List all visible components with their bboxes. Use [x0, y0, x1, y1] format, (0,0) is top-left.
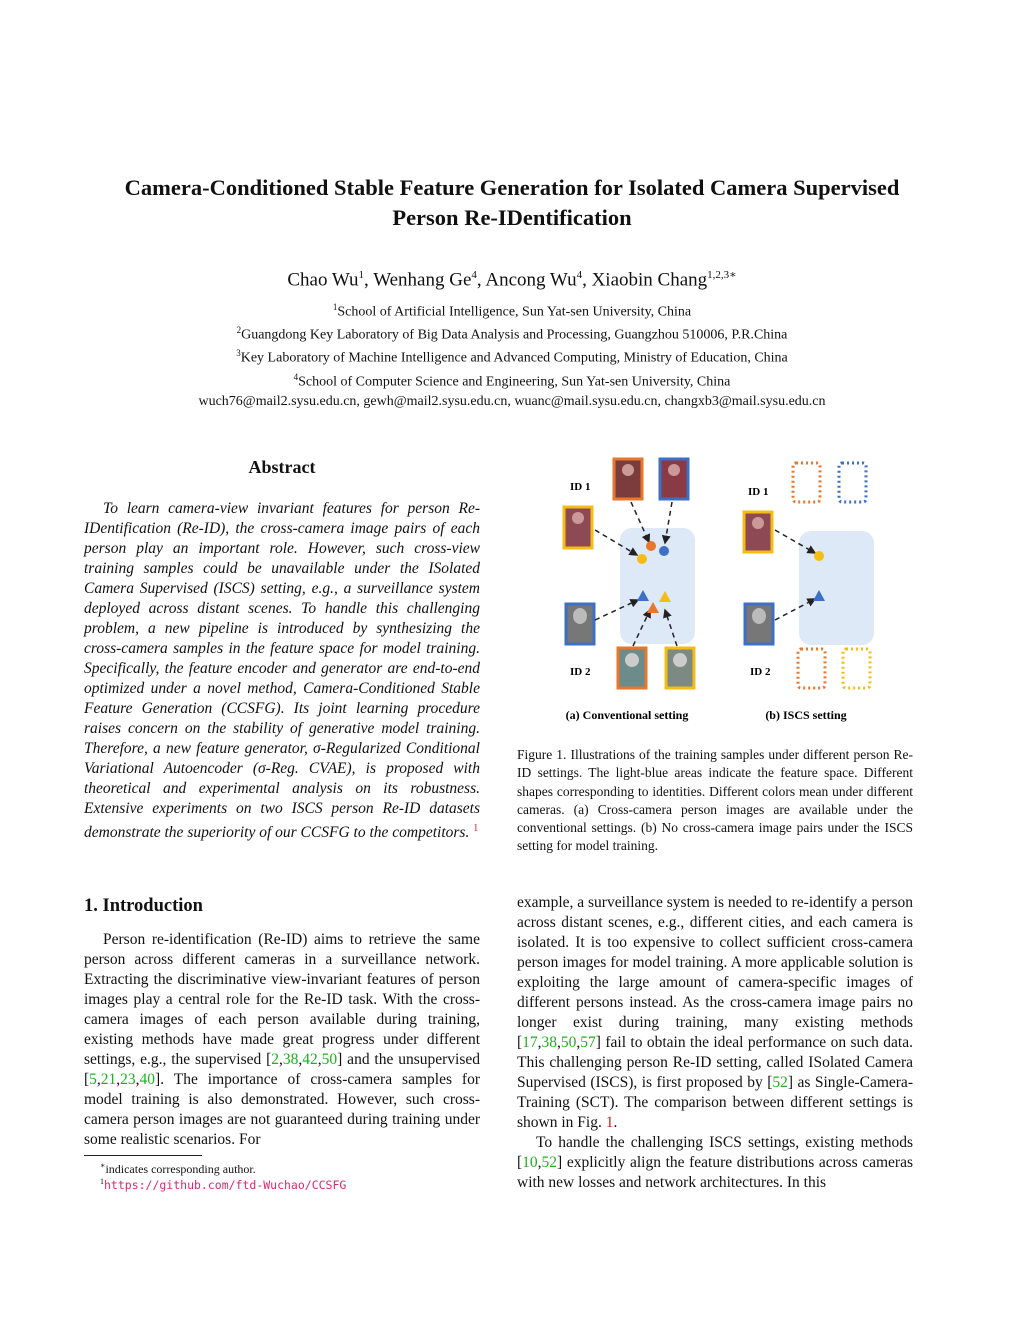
intro-text: ] fail to obtain the ideal performance on such data. This challenging person Re-ID setting, called ISolated Camera Supervised (ISCS), is first proposed by [ [517, 1034, 913, 1091]
label-id2-a: ID 2 [570, 666, 591, 678]
repository-link[interactable]: https://github.com/ftd-Wuchao/CCSFG [104, 1178, 347, 1192]
author-list: Chao Wu$^1$, Wenhang Ge$^4$, Ancong Wu$^4$, Xiaobin Chang$^{1,2,3∗}$ [287, 269, 737, 291]
person-thumbnail [660, 459, 688, 499]
person-thumbnail [564, 507, 592, 548]
citation-link[interactable]: 52 [541, 1154, 558, 1171]
author-sup: 4 [576, 269, 583, 281]
figure-caption: Figure 1. Illustrations of the training samples under different person Re-ID settings. The light-blue areas indicate the feature space. Different shapes corresponding to identities. Different colors mean under different cameras. (a) Cross-camera person images are available under the conventional settings. (b) No cross-camera image pairs under the ISCS setting for model training. [517, 747, 913, 854]
figure-1 [517, 450, 913, 730]
feature-space-a [620, 528, 695, 644]
intro-text: . [613, 1114, 618, 1131]
feature-point [646, 541, 656, 551]
citation-link[interactable]: 50 [321, 1051, 338, 1068]
figure-ref-link[interactable]: 1 [605, 1114, 614, 1131]
feature-space-b [799, 531, 874, 645]
subcaption-b: (b) ISCS setting [765, 708, 847, 722]
author-sup: 1,2,3∗ [707, 269, 737, 281]
citation-link[interactable]: 57 [580, 1034, 596, 1051]
author-name: Ancong Wu [485, 269, 577, 291]
person-thumbnail [566, 604, 594, 644]
citation-link[interactable]: 5 [89, 1071, 97, 1088]
abstract-heading: Abstract [248, 457, 316, 477]
title-line-1: Camera-Conditioned Stable Feature Generation for Isolated Camera Supervised [124, 175, 900, 200]
intro-text: To handle the challenging ISCS settings, existing methods [ [517, 1134, 913, 1171]
intro-paragraph-1: Person re-identification (Re-ID) aims to retrieve the same person across different cameras in a surveillance network. Extracting the discriminative view-invariant features of person images play a central role for the Re-ID task. With the cross-camera images of each person available during training, existing methods have made great progress under different settings, e.g., the supervised [2,38,42,50] and the unsupervised [5,21,23,40]. The importance of cross-camera samples for model training is also demonstrated. However, such cross-camera person images are not guaranteed during training under some realistic scenarios. For [84, 931, 480, 1148]
footnote-mark: 1 [100, 1177, 104, 1186]
intro-text: Person re-identification (Re-ID) aims to retrieve the same person across different cameras in a surveillance network. Extracting the discriminative view-invariant features of person images play a central role for the Re-ID task. With the cross-camera images of each person available during training, existing methods have made great progress under different settings, e.g., the supervised [ [84, 931, 480, 1068]
author-sup: 1 [358, 269, 365, 281]
intro-paragraph-1-cont: example, a surveillance system is needed to re-identify a person across distant scenes, e.g., different cities, and each camera is isolated. It is too expensive to collect sufficient cross-camera person images for model training. A more applicable solution is exploiting the large amount of camera-specific images of different persons instead. As the cross-camera image pairs no longer exist during training, many existing methods [17,38,50,57] fail to obtain the ideal performance on such data. This challenging person Re-ID setting, called ISolated Camera Supervised (ISCS), is first proposed by [52] as Single-Camera-Training (SCT). The comparison between different settings is shown in Fig. 1. To handle the challenging ISCS settings, existing methods [10,52] explicitly align the feature distributions across cameras with new losses and network architectures. In this [517, 894, 913, 1191]
affiliation-4 [0, 369, 1024, 391]
citation-link[interactable]: 2 [271, 1051, 280, 1068]
citation-link[interactable]: 40 [139, 1071, 156, 1088]
footnote-2 [100, 1177, 346, 1193]
intro-text: example, a surveillance system is needed to re-identify a person across distant scenes, e.g., different cities, and each camera is isolated. It is too expensive to collect sufficient cross-camera person images for model training. A more applicable solution is exploiting the large amount of camera-specific images of different persons instead. As the cross-camera image pairs no longer exist during training, many existing methods [ [517, 894, 913, 1051]
affiliation-2 [0, 322, 1024, 344]
citation-link[interactable]: 42 [302, 1051, 318, 1068]
author-sup: 4 [471, 269, 477, 281]
author-emails: wuch76@mail2.sysu.edu.cn, gewh@mail2.sysu.edu.cn, wuanc@mail.sysu.edu.cn, changxb3@mail.sysu.edu.cn [198, 394, 826, 409]
footnote-ref[interactable]: 1 [473, 823, 479, 834]
person-thumbnail [666, 648, 694, 688]
intro-text: ]. The importance of cross-camera samples for model training is also demonstrated. However, such cross-camera person images are not guaranteed during training under some realistic scenarios. For [84, 1071, 480, 1148]
label-id1-a: ID 1 [570, 481, 591, 493]
person-thumbnail [745, 604, 773, 644]
missing-sample-box [798, 649, 825, 688]
person-thumbnail [744, 512, 772, 552]
affiliation-text: School of Artificial Intelligence, Sun Yat-sen University, China [337, 304, 692, 320]
citation-link[interactable]: 50 [560, 1034, 577, 1051]
affiliation-sup: 3 [236, 348, 241, 358]
intro-text: ] as Single-Camera-Training (SCT). The comparison between different settings is shown in Fig. [517, 1074, 913, 1131]
feature-point [659, 546, 669, 556]
intro-text: ] explicitly align the feature distributions across cameras with new losses and network architectures. In this [517, 1154, 913, 1191]
affiliation-sup: 1 [332, 302, 338, 312]
citation-link[interactable]: 21 [100, 1071, 117, 1088]
label-id2-b: ID 2 [750, 666, 771, 678]
citation-link[interactable]: 52 [772, 1074, 788, 1091]
affiliation-text: Key Laboratory of Machine Intelligence and Advanced Computing, Ministry of Education, China [240, 350, 788, 366]
abstract-text: To learn camera-view invariant features for person Re-IDentification (Re-ID), the cross-camera image pairs of each person play an important role. However, such cross-view training samples could be unavailable under the ISolated Camera Supervised (ISCS) setting, e.g., a surveillance system deployed across distant scenes. To handle this challenging problem, a new pipeline is introduced by synthesizing the cross-camera samples in the feature space for model training. Specifically, the feature encoder and generator are end-to-end optimized under a novel method, Camera-Conditioned Stable Feature Generation (CCSFG). Its joint learning procedure raises concern on the stability of generative model training. Therefore, a new feature generator, σ-Regularized Conditional Variational Autoencoder (σ-Reg. CVAE), is proposed with theoretical and experimental analysis on its robustness. Extensive experiments on two ISCS person Re-ID datasets demonstrate the superiority of our CCSFG to the competitors. [84, 500, 480, 842]
footnote-text: indicates corresponding author. [105, 1162, 256, 1176]
paper-title [60, 173, 964, 233]
intro-text: ] and the unsupervised [ [84, 1051, 480, 1088]
footnote-mark: ∗ [100, 1161, 106, 1170]
affiliation-text: School of Computer Science and Engineering, Sun Yat-sen University, China [298, 374, 731, 390]
affiliation-3 [0, 345, 1024, 367]
section-heading-introduction: 1. Introduction [84, 896, 203, 916]
author-name: Wenhang Ge [373, 269, 472, 291]
citation-link[interactable]: 38 [541, 1034, 558, 1051]
missing-sample-box [793, 463, 820, 502]
affiliation-sup: 2 [236, 325, 242, 335]
missing-sample-box [839, 463, 866, 502]
abstract-body [84, 499, 480, 843]
title-line-2: Person Re-IDentification [392, 205, 632, 230]
citation-link[interactable]: 23 [120, 1071, 136, 1088]
label-id1-b: ID 1 [748, 486, 769, 498]
feature-point [637, 554, 647, 564]
footnote-1 [100, 1161, 256, 1177]
citation-link[interactable]: 17 [522, 1034, 538, 1051]
footnote-rule [84, 1155, 202, 1156]
subcaption-a: (a) Conventional setting [565, 708, 689, 722]
author-name: Chao Wu [287, 269, 359, 291]
person-thumbnail [618, 648, 646, 688]
missing-sample-box [843, 649, 870, 688]
author-name: Xiaobin Chang [591, 269, 708, 291]
citation-link[interactable]: 38 [282, 1051, 299, 1068]
affiliation-1 [0, 299, 1024, 321]
person-thumbnail [614, 459, 642, 499]
affiliation-sup: 4 [293, 372, 299, 382]
citation-link[interactable]: 10 [522, 1154, 538, 1171]
affiliation-text: Guangdong Key Laboratory of Big Data Analysis and Processing, Guangzhou 510006, P.R.China [241, 327, 788, 343]
feature-point [814, 551, 824, 561]
